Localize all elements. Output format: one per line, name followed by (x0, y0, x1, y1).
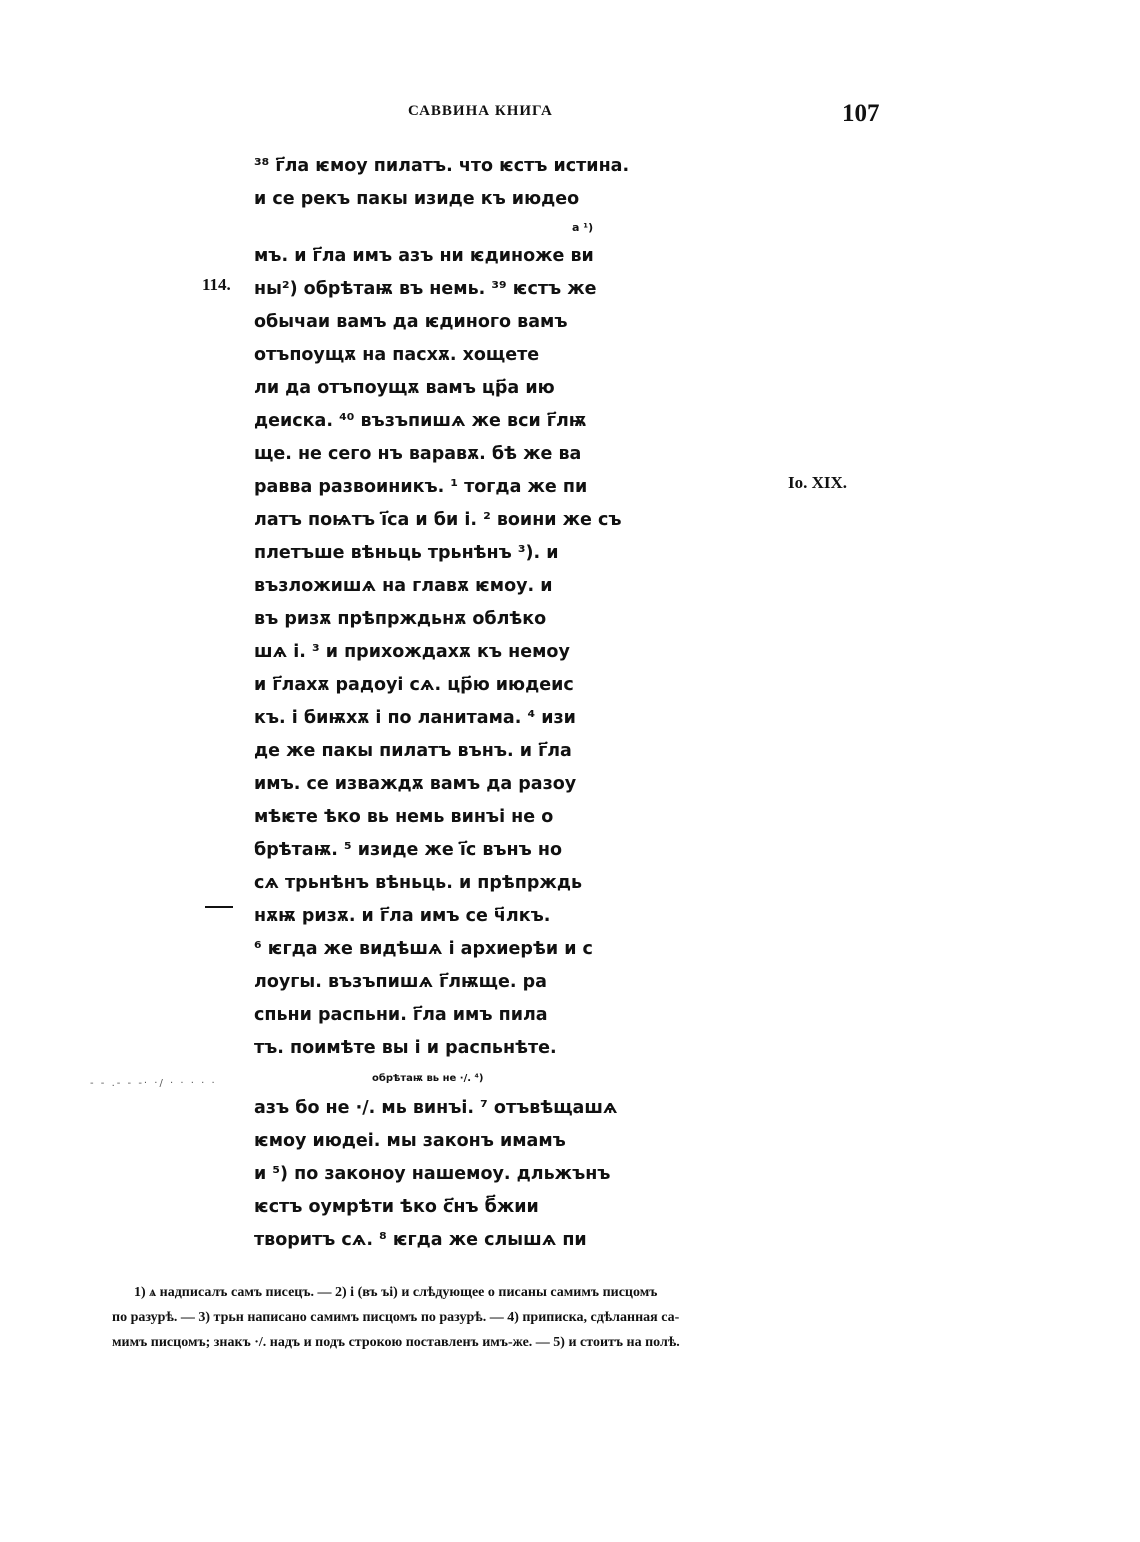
scan-noise-marks: - - .- - -· ·/ · · · · · (90, 1078, 217, 1089)
text-line: шѧ і. ³ и прихождахѫ къ немоу (254, 642, 570, 662)
left-margin-folio: 114. (202, 275, 231, 294)
text-line: лоугы. възъпишѧ г҃лѭще. ра (254, 972, 547, 992)
text-line: деиска. ⁴⁰ възъпишѧ же вси г҃лѭ (254, 411, 587, 431)
text-line: и г҃лахѫ радоуі сѧ. цр҃ю июдеис (254, 675, 574, 695)
text-line: брѣтаѭ. ⁵ изиде же і҃с вънъ но (254, 840, 563, 860)
text-line: спьни распьни. г҃ла имъ пила (254, 1005, 548, 1025)
text-line: мъ. и г҃ла имъ азъ ни ѥдиноже ви (254, 246, 594, 266)
text-line: равва развоиникъ. ¹ тогда же пи (254, 477, 588, 497)
text-line: ны²) обрѣтаѭ въ немь. ³⁹ ѥстъ же (254, 279, 597, 299)
text-line: плетъше вѣньць трьнѣнъ ³). и (254, 543, 559, 563)
text-line: ли да отъпоущѫ вамъ цр҃а ию (254, 378, 555, 398)
text-line: творитъ сѧ. ⁸ ѥгда же слышѧ пи (254, 1230, 587, 1250)
interlinear-addition: обрѣтаѭ вь не ·/. ⁴) (372, 1073, 484, 1084)
text-line: отъпоущѫ на пасхѫ. хощете (254, 345, 540, 365)
text-line: ще. не сего нъ варавѫ. бѣ же ва (254, 444, 582, 464)
footnote-line: по разурѣ. — 3) трьн написано самимъ писцомъ по разурѣ. — 4) приписка, сдѣланная са- (112, 1310, 680, 1325)
text-line: сѧ трьнѣнъ вѣньць. и прѣпрждь (254, 873, 583, 893)
running-title: САВВИНА КНИГА (408, 103, 553, 119)
text-line: ѥстъ оумрѣти ѣко с҃нъ б҃жии (254, 1197, 539, 1217)
text-line: възложишѧ на главѫ ѥмоу. и (254, 576, 553, 596)
text-line: ³⁸ г҃ла ѥмоу пилатъ. что ѥстъ истина. (254, 156, 630, 176)
page-number: 107 (842, 100, 880, 127)
text-line: нѫѭ ризѫ. и г҃ла имъ се ч҃лкъ. (254, 906, 551, 926)
footnote-line: мимъ писцомъ; знакъ ·/. надъ и подъ строкою поставленъ имъ-же. — 5) и стоитъ на полѣ. (112, 1335, 680, 1350)
text-line: ѥмоу июдеі. мы законъ имамъ (254, 1131, 566, 1151)
footnote-line: 1) ѧ надписалъ самъ писецъ. — 2) і (въ ъі) и слѣдующее о писаны самимъ писцомъ (134, 1285, 658, 1300)
church-slavonic-text (254, 150, 674, 1257)
text-line: къ. і биѭхѫ і по ланитама. ⁴ изи (254, 708, 576, 728)
text-line: мѣѥте ѣко вь немь винъі не о (254, 807, 554, 827)
text-line: въ ризѫ прѣпрждьнѫ облѣко (254, 609, 547, 629)
text-line: тъ. поимѣте вы і и распьнѣте. (254, 1038, 557, 1058)
text-line: и ⁵) по законоу нашемоу. дльжънъ (254, 1164, 611, 1184)
right-margin-reference: Io. XIX. (788, 473, 848, 492)
footnotes (112, 1280, 882, 1355)
interlinear-note: а ¹) (572, 221, 594, 234)
text-line: де же пакы пилатъ вънъ. и г҃ла (254, 741, 572, 761)
text-line: латъ поѩтъ і҃са и би і. ² воини же съ (254, 510, 622, 530)
text-line: азъ бо не ·/. мь винъі. ⁷ отъвѣщашѧ (254, 1098, 618, 1118)
left-margin-dash (205, 906, 233, 908)
text-line: и се рекъ пакы изиде къ июдео (254, 189, 580, 209)
text-line: имъ. се изваждѫ вамъ да разоу (254, 774, 577, 794)
text-line: ⁶ ѥгда же видѣшѧ і архиерѣи и с (254, 939, 593, 959)
text-line: обычаи вамъ да ѥдиного вамъ (254, 312, 568, 332)
